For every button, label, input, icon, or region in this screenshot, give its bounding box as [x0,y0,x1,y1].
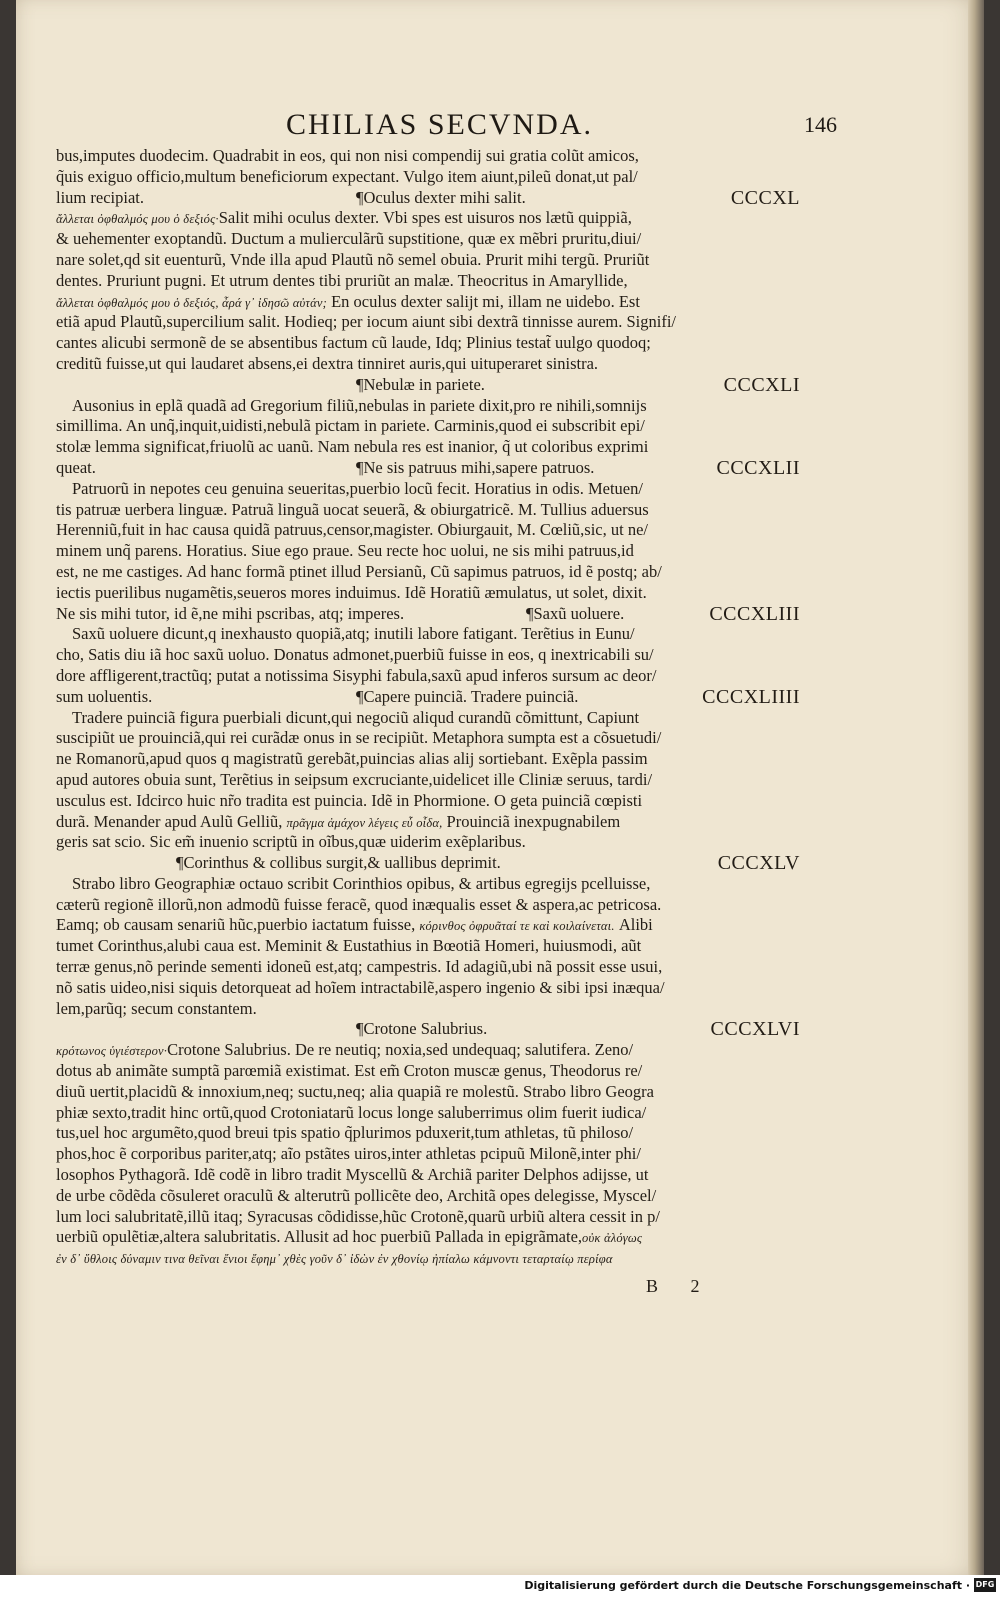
line-text: sum uoluentis. [56,686,153,706]
line-text: est, ne me castiges. Ad hanc formã ptinet illud Persianũ, Cũ sapimus patruos, id ẽ postq; ab/ [56,561,662,581]
text-line [56,791,800,812]
running-head: CHILIAS SECVNDA. [286,108,594,141]
text-line [56,1165,800,1186]
footer-bar [0,1575,1000,1597]
greek-text: οὐκ ἀλόγως [582,1231,643,1246]
text-line [56,271,800,292]
line-text: Ne sis mihi tutor, id ẽ,ne mihi pscribas, atq; imperes. [56,603,405,623]
text-line [56,1082,800,1103]
line-text: Saxũ uoluere dicunt,q inexhausto quopiã,atq; inutili labore fatigant. Terẽtius in Eunu/ [72,624,635,644]
line-text: minem unq̃ parens. Horatius. Siue ego praue. Seu recte hoc uolui, ne sis mihi patruus,id [56,541,634,561]
adage-number: CCCXLI [723,374,800,396]
text-line [56,250,800,271]
text-line [56,437,800,458]
line-text: tus,uel hoc argumẽto,quod breui tpis spatio q̃plurimos pduxerit,tum athletas, tũ philoso/ [56,1123,634,1143]
folio-number: 146 [804,112,837,137]
text-line [56,1103,800,1124]
adage-number: CCCXLII [716,457,800,479]
line-text: suscipiũt ue prouinciã,qui rei curãdæ onus in se recipiũt. Metaphora sumpta est a cõsuetudi/ [56,728,662,748]
text-line [56,1207,800,1228]
line-text: Ausonius in eplã quadã ad Gregorium filiũ,nebulas in pariete dixit,pro re nihili,somnijs [72,395,647,415]
adage-title: ¶Ne sis patruus mihi,sapere patruos. [356,457,595,477]
adage-number: CCCXLVI [710,1019,800,1041]
text-line [56,770,800,791]
text-line [56,1040,800,1061]
line-text: Crotone Salubrius. De re neutiq; noxia,sed undequaq; salutifera. Zeno/ [167,1040,634,1060]
text-line [56,416,800,437]
text-line [56,520,800,541]
greek-text: ἄλλεται ὀφθαλμός μου ὁ δεξιός· [56,212,219,227]
line-text: q̃uis exiguo officio,multum beneficiorum expectant. Vulgo item aiunt,pileũ donat,ut pal/ [56,166,638,186]
line-text: losophos Pythagorã. Idẽ codẽ in libro tradit Myscellũ & Archiã pariter Delphos adijsse, ut [56,1165,649,1185]
text-line [56,957,800,978]
text-line [56,978,800,999]
line-text: cantes alicubi sermonẽ de se absentibus factum cũ laude, Idq; Plinius testat̃ uulgo quodoq; [56,333,651,353]
text-line [56,229,800,250]
text-line [56,1061,800,1082]
adage-heading-line [56,458,800,479]
line-text: Tradere puinciã figura puerbiali dicunt,qui negociũ aliqud curandũ cõmittunt, Capiunt [72,707,640,727]
line-text: iectis puerilibus nugamẽtis,seueros mores induimus. Idẽ Horatiũ æmulatus, ut solet, dixit. [56,582,647,602]
line-text: phiæ sexto,tradit hinc ortũ,quod Crotoniatarũ locus longe saluberrimus olim fuerit iudica/ [56,1102,647,1122]
adage-heading-line [56,375,800,396]
adage-number: CCCXLIIII [702,686,800,708]
funding-credit: Digitalisierung gefördert durch die Deutsche Forschungsgemeinschaft · [524,1579,970,1592]
line-text: cæterũ regionẽ illorũ,non admodũ fuisse feracẽ, quod inæqualis esset & aspera,ac petricosa. [56,894,662,914]
page-edge [968,0,984,1575]
line-text: simillima. An unq̃,inquit,uidisti,nebulã pictam in pariete. Carminis,quod ei subscribit epi/ [56,416,645,436]
line-text: bus,imputes duodecim. Quadrabit in eos, qui non nisi compendij sui gratia colũt amicos, [56,146,639,165]
line-text: lem,parũq; secum constantem. [56,998,257,1018]
page-header [16,104,984,144]
line-text: Strabo libro Geographiæ octauo scribit Corinthios opibus, & artibus egregijs pcelluisse, [72,873,651,893]
text-line [56,624,800,645]
adage-number: CCCXLIII [709,603,800,625]
text-line [56,915,800,936]
line-text: etiã apud Plautũ,supercilium salit. Hodieq; per iocum aiunt sibi dextrã tinnisse aurem. Signifi/ [56,312,677,332]
text-line [56,895,800,916]
adage-heading-line [56,853,800,874]
line-text: Patruorũ in nepotes ceu genuina seueritas,puerbio locũ fecit. Horatius in odis. Metuen/ [72,478,643,498]
line-text: lium recipiat. [56,187,144,207]
text-line [56,583,800,604]
adage-title: ¶Crotone Salubrius. [356,1019,488,1039]
greek-text: ἄλλεται ὀφθαλμός μου ὁ δεξιός, ἆρά γ᾽ ἰδησῶ αὐτάν; [56,295,327,310]
text-line [56,1248,800,1269]
adage-heading-line [56,687,800,708]
page-text-block [56,146,800,1269]
text-line [56,645,800,666]
text-line [56,292,800,313]
line-text: stolæ lemma significat,friuolũ ac uanũ. Nam nebula res est inanior, q̃ ut coloribus exprimi [56,437,649,457]
line-text: tis patruæ uerbera linguæ. Patruã linguã uocat seuerã, & obiurgatricẽ. M. Tullius aduersus [56,499,649,519]
text-line [56,728,800,749]
adage-title: ¶Capere puinciã. Tradere puinciã. [356,686,579,706]
text-line [56,479,800,500]
greek-text: πρᾶγμα ἀμάχον λέγεις εὖ οἶδα, [286,815,443,830]
book-page [16,0,984,1575]
text-line [56,812,800,833]
adage-heading-line [56,604,800,625]
text-line [56,541,800,562]
text-line [56,333,800,354]
text-line [56,312,800,333]
adage-title: ¶Oculus dexter mihi salit. [356,187,526,207]
line-text: durã. Menander apud Aulũ Gelliũ, [56,811,287,831]
adage-heading-line [56,1019,800,1040]
adage-number: CCCXL [730,187,800,209]
text-line [56,749,800,770]
text-line [56,832,800,853]
signature-mark: B 2 [646,1276,714,1296]
line-text: queat. [56,457,96,477]
adage-title: ¶Saxũ uoluere. [526,603,625,623]
line-text: uerbiũ opulẽtiæ,altera salubritatis. Allusit ad hoc puerbiũ Pallada in epigrãmate, [56,1227,583,1247]
line-text: nõ satis uideo,nisi siquis detorqueat ad hoĩem intractabilẽ,aspero ingenio & sibi ipsi inæqua/ [56,977,665,997]
line-text: nare solet,qd sit euenturũ, Vnde illa apud Plautũ nõ semel obuia. Prurit mihi tergũ. Pruriũt [56,249,650,269]
line-text: dore affligerent,tractũq; putat a notissima Sisyphi fabula,saxũ apud inferos sursum ac deor/ [56,665,657,685]
line-text: Salit mihi oculus dexter. Vbi spes est uisuros nos lætũ quippiã, [218,208,632,228]
line-text: de urbe cõdẽda cõsuleret oraculũ & alterutrũ pollicẽte deo, Architã opes delegisse, Myscel/ [56,1185,657,1205]
text-line [56,936,800,957]
text-line [56,167,800,188]
text-line [56,208,800,229]
text-line [56,562,800,583]
line-text: tumet Corinthus,alubi caua est. Meminit & Eustathius in Bœotiã Homeri, huiusmodi, aũt [56,936,642,956]
text-line [56,1227,800,1248]
greek-text: ἐν δ᾽ ὕθλοις δύναμιν τινα θεῖναι ἔνιοι ἔφημ᾽ χθὲς γοῦν δ᾽ ἰδὼν ἐν χθονίῳ ἠπίαλω κάμνοντι τεταρταίῳ περίφα [56,1252,613,1267]
line-text: Herenniũ,fuit in hac causa quidã patruus,censor,magister. Obiurgauit, M. Cœliũ,sic, ut ne/ [56,520,648,540]
text-line [56,146,800,167]
text-line [56,708,800,729]
line-text: & uehementer exoptandũ. Ductum a mulierculãrũ supstitione, quæ ex mẽbri pruritu,diui/ [56,229,642,249]
greek-text: κόρινθος ὀφρυᾶταί τε καὶ κοιλαίνεται. [419,919,615,934]
line-text: dentes. Pruriunt pugni. Et utrum dentes tibi pruriũt an malæ. Theocritus in Amaryllide, [56,270,628,290]
line-text: lum loci salubritatẽ,illũ itaq; Syracusas cõdidisse,hũc Crotonẽ,quarũ urbiũ altera cessit in p/ [56,1206,660,1226]
line-text: diuũ uertit,placidũ & innoxium,neq; suctu,neq; alia quapiã re molestũ. Strabo libro Geogra [56,1081,654,1101]
text-line [56,874,800,895]
adage-title: ¶Nebulæ in pariete. [356,374,485,394]
line-text: Prouinciã inexpugnabilem [442,811,621,831]
text-line [56,1144,800,1165]
text-line [56,999,800,1020]
adage-heading-line [56,188,800,209]
line-text: geris sat scio. Sic em̃ inuenio scriptũ in oĩbus,quæ uiderim exẽplaribus. [56,832,526,852]
adage-title: ¶Corinthus & collibus surgit,& uallibus deprimit. [176,853,501,873]
line-text: dotus ab animãte sumptã parœmiã existimat. Est em̃ Croton muscæ genus, Theodorus re/ [56,1061,643,1081]
line-text: creditũ fuisse,ut qui laudaret absens,ei dextra tinniret auris,qui uituperaret sinistra. [56,353,599,373]
text-line [56,500,800,521]
line-text: ne Romanorũ,apud quos q magistratũ gerebãt,puincias alias alij sortiebant. Exẽpla passim [56,749,648,769]
text-line [56,666,800,687]
line-text: terræ genus,nõ perinde sementi idoneũ est,atq; campestris. Id adagiũ,ubi nã possit esse usui, [56,957,663,977]
line-text: cho, Satis diu iã hoc saxũ uoluo. Donatus admonet,puerbiũ fuisse in eos, q inextricabili su/ [56,645,654,665]
line-text: apud autores obuia sunt, Terẽtius in seipsum excruciante,uidelicet ille Cliniæ seruus, tardi/ [56,769,653,789]
text-line [56,354,800,375]
text-line [56,1186,800,1207]
line-text: Eamq; ob causam senariũ hũc,puerbio iactatum fuisse, [56,915,420,935]
line-text: En oculus dexter salijt mi, illam ne uidebo. Est [326,291,640,311]
text-line [56,1123,800,1144]
line-text: phos,hoc ẽ corporibus pariter,atq; aĩo pstãtes uiros,inter athletas pcipuũ Milonẽ,inter phi/ [56,1144,641,1164]
greek-text: κρότωνος ὑγιέστερον· [56,1044,168,1059]
dfg-logo-icon: DFG [974,1578,996,1592]
adage-number: CCCXLV [717,853,800,874]
line-text: usculus est. Idcirco huic nr̃o tradita est puincia. Idẽ in Phormione. O geta puinciã cœpisti [56,790,643,810]
text-line [56,396,800,417]
line-text: Alibi [614,915,653,935]
